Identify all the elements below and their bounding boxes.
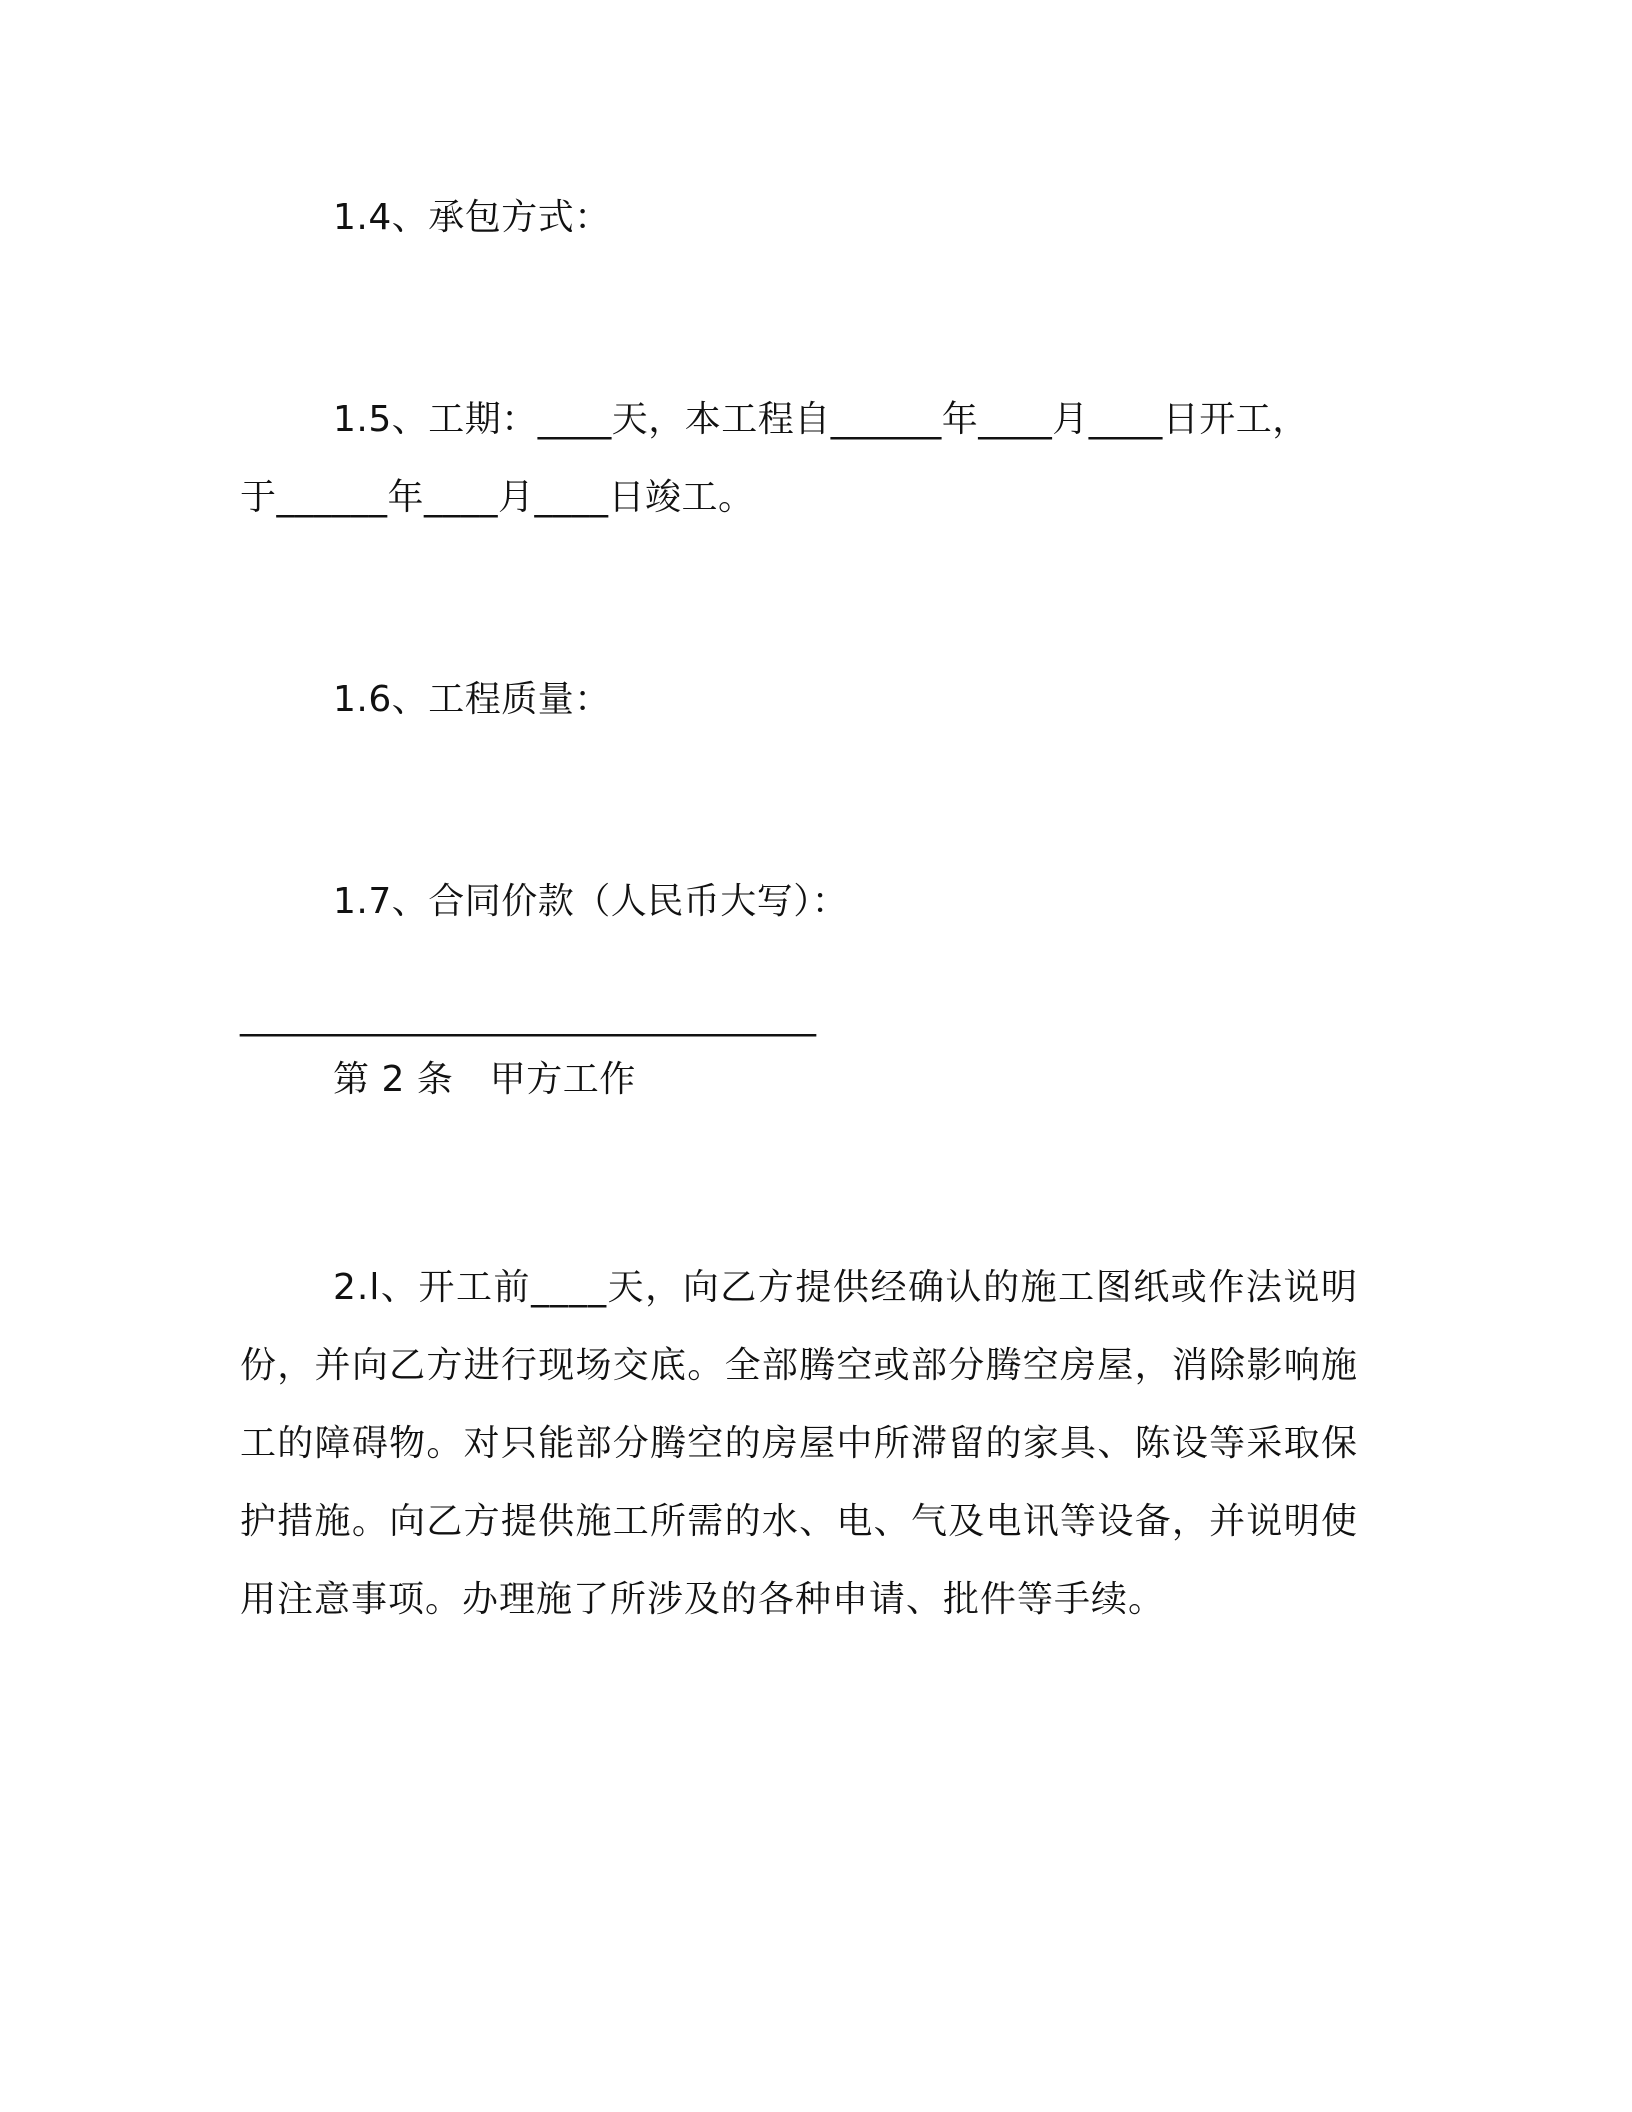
clause-1-5-duration-line-1: 1.5、工期：____天，本工程自______年____月____日开工， bbox=[333, 399, 1309, 440]
article-2-heading: 第 2 条 甲方工作 bbox=[333, 1059, 636, 1100]
clause-1-6-quality: 1.6、工程质量： bbox=[333, 679, 611, 720]
clause-2-1-party-a-duties: 2.l、开工前____天，向乙方提供经确认的施工图纸或作法说明份，并向乙方进行现场交底。全部腾空或部分腾空房屋，消除影响施工的障碍物。对只能部分腾空的房屋中所滞留的家具、陈设等采取保护措施。向乙方提供施工所需的水、电、气及电讯等设备，并说明使用注意事项。办理施了所涉及的各种申请、批件等手续。 bbox=[240, 1267, 1358, 1620]
clause-1-7-price-blank: ________________________________ bbox=[240, 996, 816, 1037]
clause-1-5-duration-line-2: 于______年____月____日竣工。 bbox=[240, 477, 755, 518]
clause-1-4-contract-method: 1.4、承包方式： bbox=[333, 197, 611, 238]
clause-1-7-contract-price: 1.7、合同价款（人民币大写）： bbox=[333, 881, 849, 922]
